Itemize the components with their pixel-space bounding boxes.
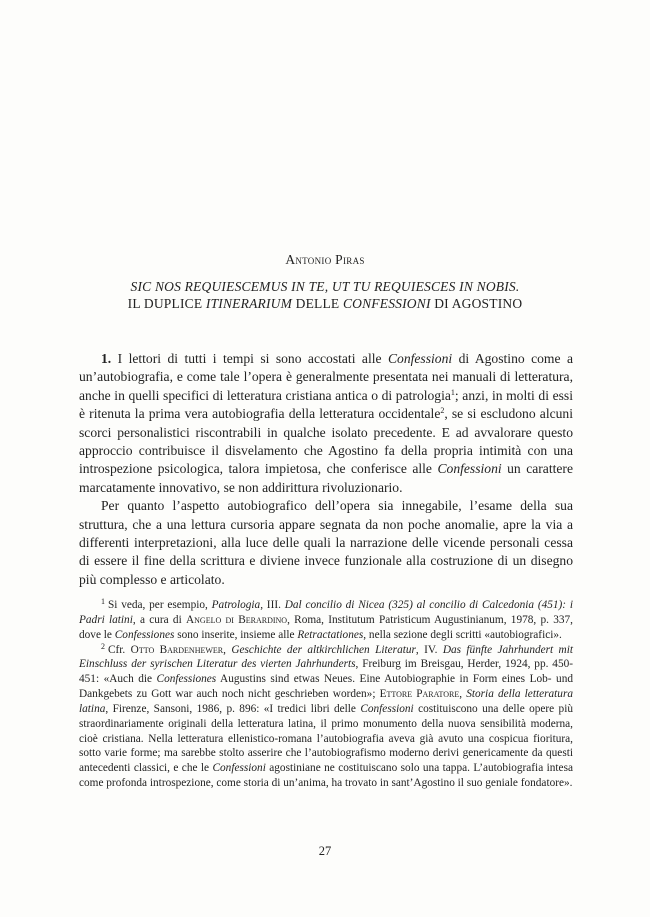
section-number: 1. xyxy=(101,351,112,366)
footnote-ref-2: 2 xyxy=(440,406,445,416)
footnotes xyxy=(79,598,573,791)
footnote-ref-1: 1 xyxy=(450,387,455,397)
author-name: Antonio Piras xyxy=(285,252,365,267)
title-line-2: IL DUPLICE ITINERARIUM DELLE CONFESSIONI DI AGOSTINO xyxy=(127,296,523,311)
chapter-title xyxy=(60,278,590,312)
page-number: 27 xyxy=(318,844,332,858)
paragraph-2: Per quanto l’aspetto autobiografico dell’opera sia innegabile, l’esame della sua struttura, che a una lettura cursoria appare segnata da non poche anomalie, apre la via a differenti interpretazioni, alla luce delle quali la narrazione delle vicende personali cessa di essere il fine della scrittura e diviene invece funzionale alla costruzione di un disegno più complesso e articolato. xyxy=(79,498,573,587)
paragraph-1: 1. I lettori di tutti i tempi si sono accostati alle Confessioni di Agostino come a un’autobiografia, e come tale l’opera è generalmente presentata nei manuali di letteratura, anche in quelli specifici di letteratura cristiana antica o di patrologia$^1$; anzi, in molti di essi è ritenuta la prima vera autobiografia della letteratura occidentale$^2$, se si escludono alcuni scorci personalistici riscontrabili in qualche isolato precedente. E ad avvalorare questo approccio contribuisce il disvelamento che Agostino fa della propria intimità con una introspezione psicologica, talora impietosa, che conferisce alle Confessioni un carattere marcatamente innovativo, se non addirittura rivoluzionario. xyxy=(79,351,573,495)
footnote-2: $^2$ Cfr. Otto Bardenhewer, Geschichte der altkirchlichen Literatur, IV. Das fünfte Jahrhundert mit Einschluss der syrischen Literatur des vierten Jahrhunderts, Freiburg im Breisgau, Herder, 1924, pp. 450-451: «Auch die Confessiones Augustins sind etwas Neues. Eine Autobiographie in Form eines Lob- und Dankgebets zu Gott war auch noch nicht geschrieben worden»; Ettore Paratore, Storia della letteratura latina, Firenze, Sansoni, 1986, p. 896: «I tredici libri delle Confessioni costituiscono una delle opere più straordinariamente originali della letteratura latina, il primo monumento della nuova sensibilità moderna, cioè cristiana. Nella letteratura ellenistico-romana l’autobiografia aveva già avuto una cospicua fioritura, sotto varie forme; ma sarebbe stolto asserire che l’autobiografismo moderno derivi genericamente da questi antecedenti classici, e che le Confessioni agostiniane ne costituiscano solo una tappa. L’autobiografia intesa come profonda introspezione, come storia di un’anima, ha trovato in sant’Agostino il suo geniale fondatore». xyxy=(79,641,574,790)
footnote-1: $^1$ Si veda, per esempio, Patrologia, III. Dal concilio di Nicea (325) al concilio di Calcedonia (451): i Padri latini, a cura di Angelo di Berardino, Roma, Institutum Patristicum Augustinianum, 1978, p. 337, dove le Confessiones sono inserite, insieme alle Retractationes, nella sezione degli scritti «autobiografici». xyxy=(79,597,573,641)
title-line-1: SIC NOS REQUIESCEMUS IN TE, UT TU REQUIESCES IN NOBIS. xyxy=(130,279,520,294)
main-text xyxy=(79,350,573,589)
